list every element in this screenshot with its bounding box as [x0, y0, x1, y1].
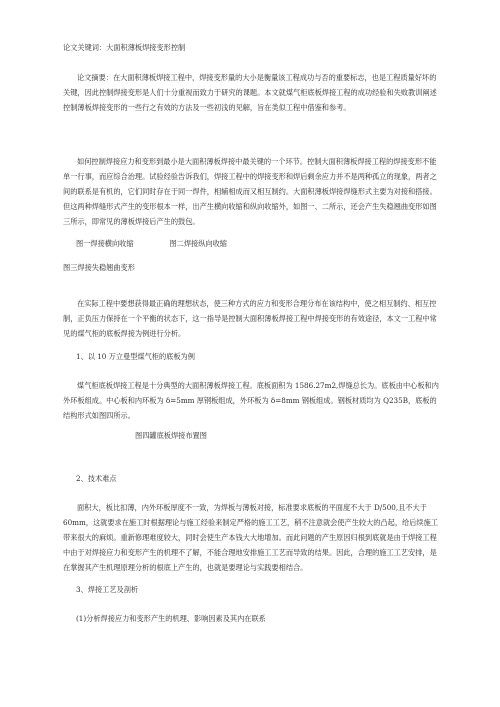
figure-1-2-caption: 图一焊接横向收缩 图二焊接纵向收缩 — [76, 239, 227, 248]
section-2-heading: 2、技术难点 — [76, 474, 117, 483]
section-1-heading: 1、以 10 万立曼型煤气柜的底板为例 — [76, 352, 195, 361]
intro-paragraph: 如何控制焊接应力和变形到最小是大面积薄板焊接中最关键的一个环节。控制大面积薄板焊接工程的焊接变形不能单一行事，而应综合治理。试验经验告诉我们，焊接工程中的焊接变形和焊后剩余应力并不是两种孤立的现象，两者之间的联系是有机的，它们同时存在于同一焊件，相辅相成而又相互制约。大面积薄板焊接焊缝形式主要为对接和搭接。但这两种焊缝形式产生的变形根本一样，出产生横向收缩和纵向收缩外，如图一、二所示，还会产生失稳翘曲变形如图三所示，即常见的薄板焊接后产生的鼓包。 — [63, 157, 437, 226]
difficulty-paragraph: 面积大，板比扣薄，内外环板厚度不一致，为焊板与薄板对接，标准要求底板的平面度不大于 D/500,且不大于 60mm，这就要求在施工时根据理论与施工经验来制定严格的施工工艺，稍不注意就会使产生较大的凸起，给后续施工带来很大的麻烦。重新修理难度较大，同时会使生产本钱大大地增加。而此问题的产生原因归根到底就是由于焊接工程中由于对焊接应力和变形产生的机理不了解，不能合理地安排施工工艺而导致的结果。因此，合理的施工工艺安排，是在掌握其产生机理原理分析的根底上产生的，也就是要理论与实践要相结合。 — [63, 503, 438, 572]
bottom-plate-paragraph: 煤气柜底板焊接工程是十分典型的大面积薄板焊接工程。底板面积为 1586.27m2,焊缝总长为。底板由中心板和内外环板组成。中心板和内环板为 δ=5mm 厚钢板组成，外环板为 δ=8mm 钢板组成。钢板材质均为 Q235B，底板的结构形式如图四所示。 — [63, 381, 439, 420]
practice-paragraph: 在实际工程中要想获得最正确的理想状态，使三种方式的应力和变形合理分布在该结构中，使之相互制约、相互控制，正负压力保持在一个平衡的状态下，这一指导是控制大面积薄板焊接工程中焊接变形的有效途径，本文一工程中常见的煤气柜的底板焊接为例进行分析。 — [63, 299, 437, 338]
abstract-paragraph: 论文摘要：在大面积薄板焊接工程中，焊接变形量的大小是衡量该工程成功与否的重要标志，也是工程质量好坏的关键，因此控制焊接变形是人们十分重视而致力于研究的课题。本文就煤气柜底板焊接工程的成功经验和失败教训阐述控制薄板焊接变形的一些行之有效的方法及一些初浅的见解，旨在类似工程中借鉴和参考。 — [63, 73, 437, 112]
section-3-heading: 3、焊接工艺及剖析 — [76, 585, 139, 594]
figure-4-caption: 图四罐底板焊接布置图 — [135, 431, 207, 440]
keywords-line: 论文关键词：大面积薄板焊接变形控制 — [63, 43, 186, 52]
subsection-1-heading: (1)分析焊接应力和变形产生的机理、影响因素及其内在联系 — [76, 614, 266, 623]
figure-3-caption: 图三焊接失稳翘曲变形 — [63, 263, 135, 272]
